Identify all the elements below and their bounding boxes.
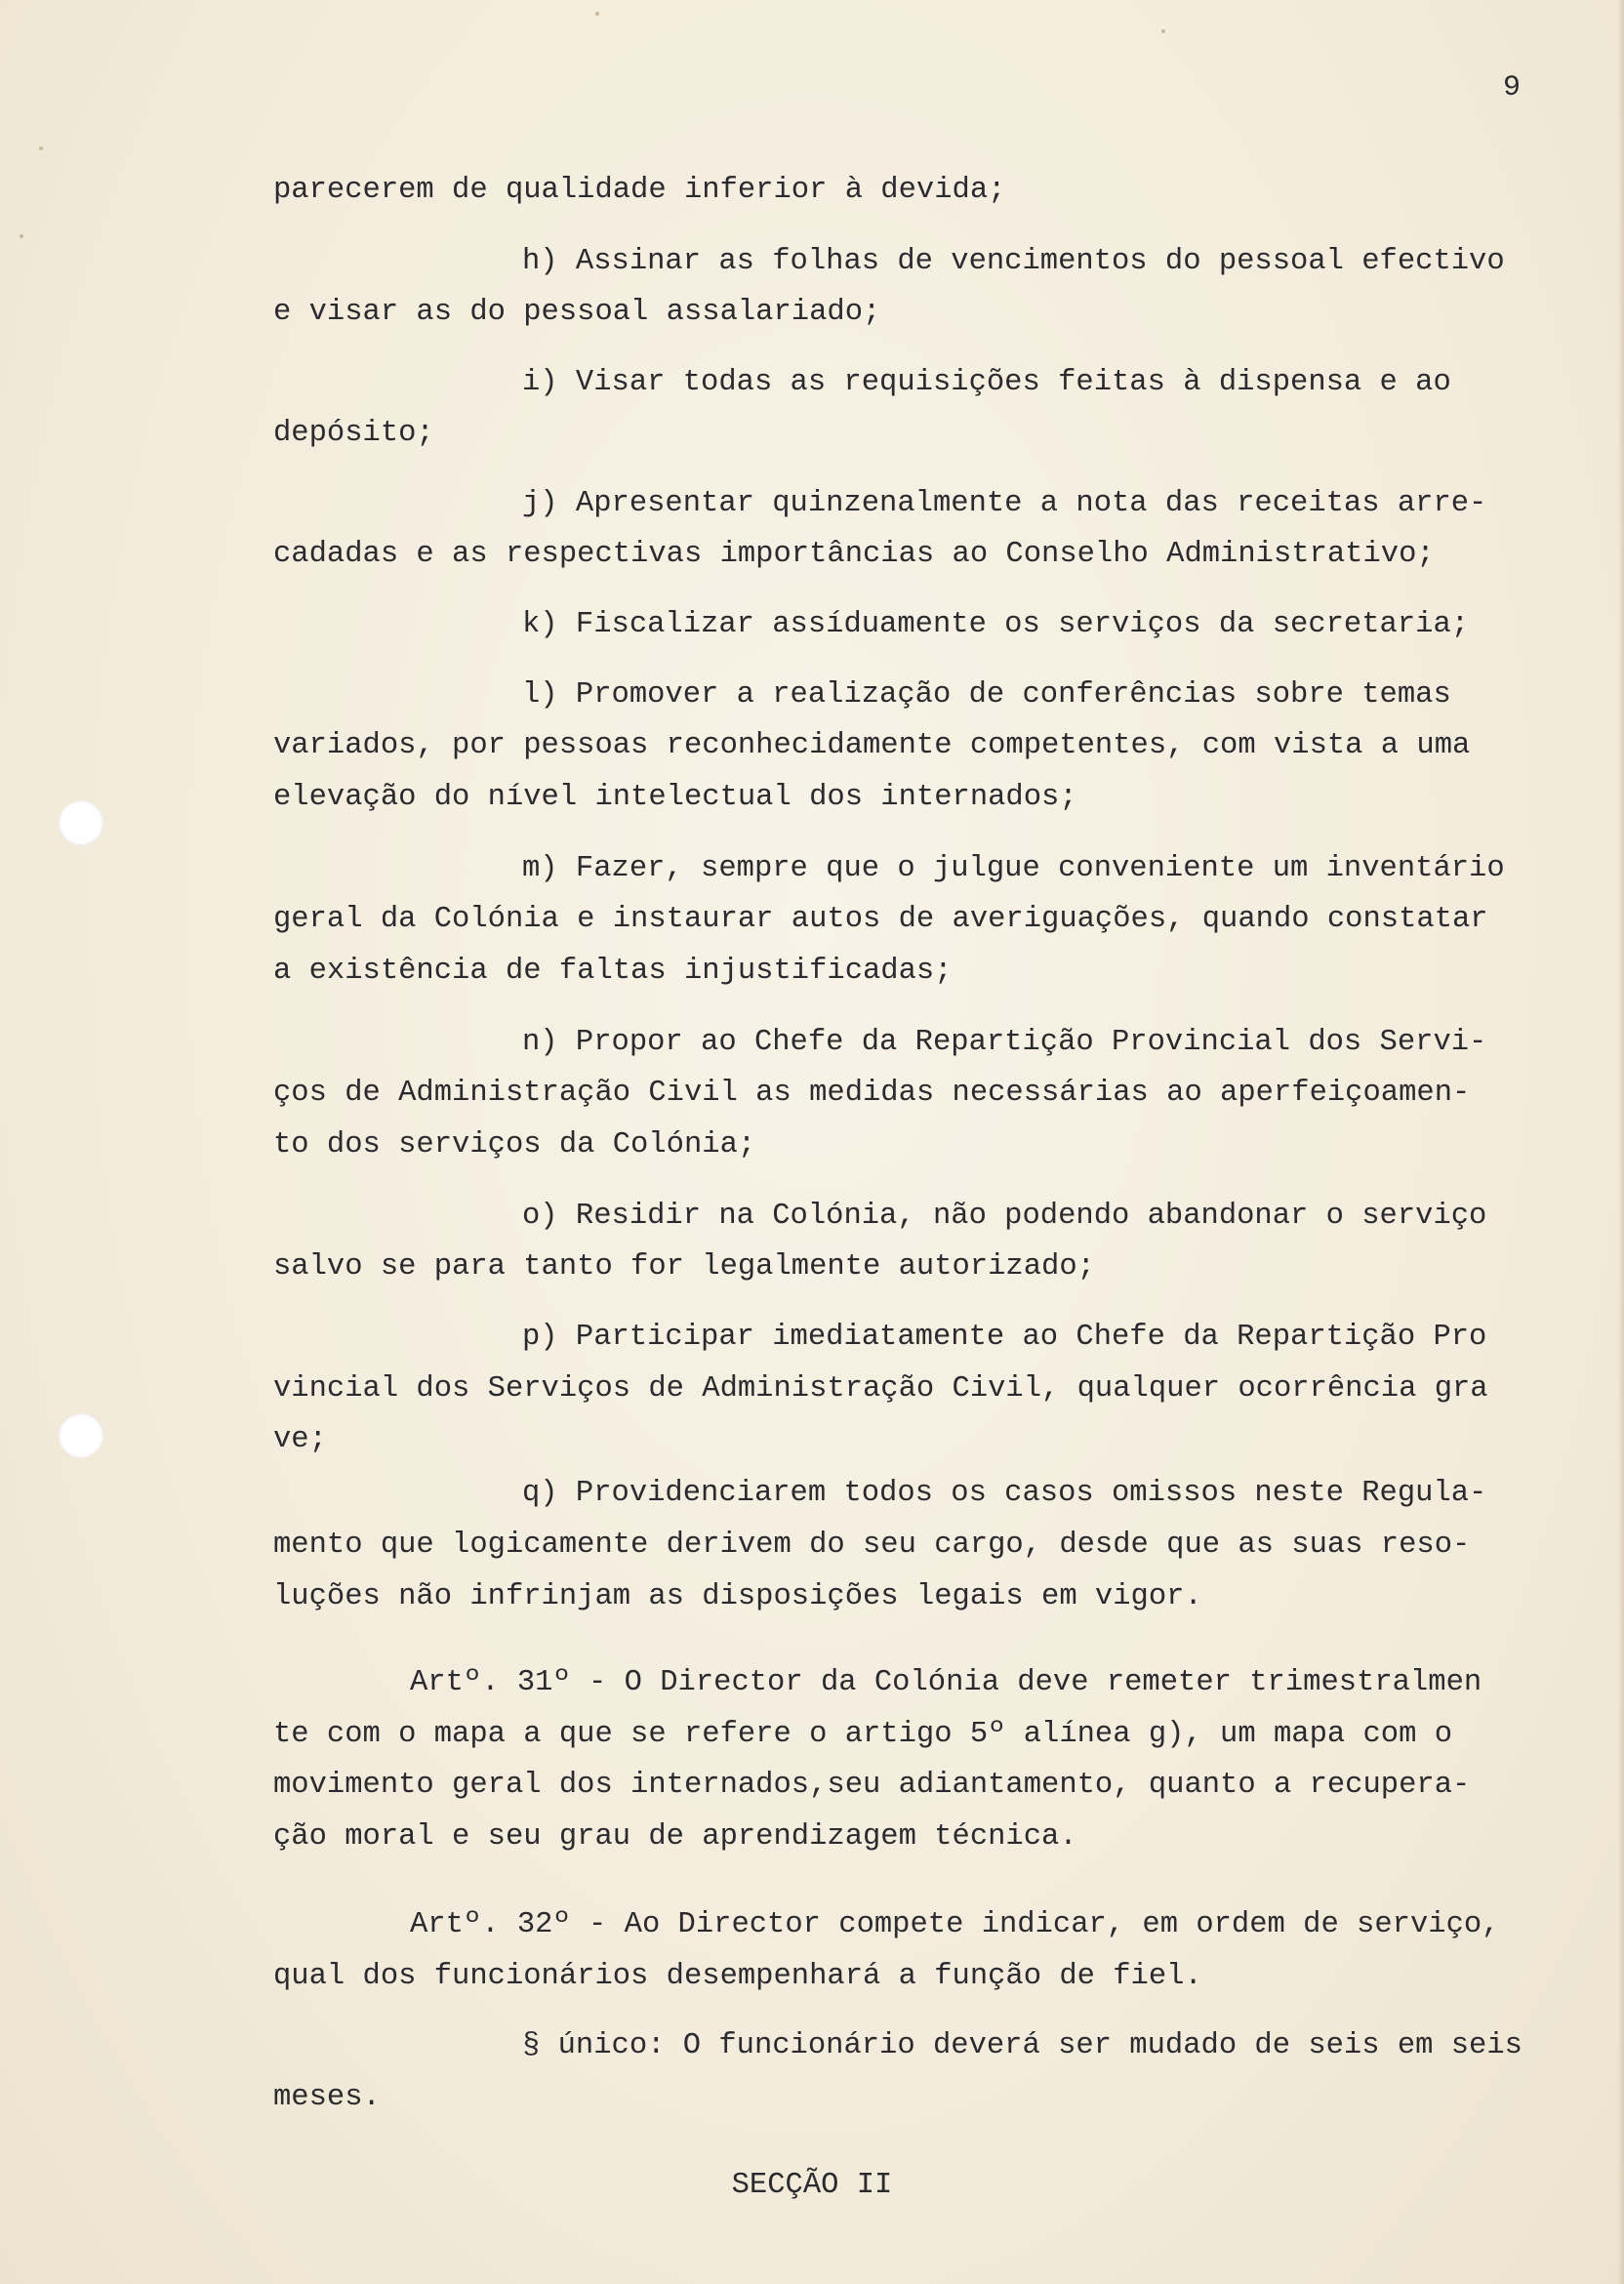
text-line: parecerem de qualidade inferior à devida; (273, 174, 1006, 207)
text-line: § único: O funcionário deverá ser mudado de seis em seis (522, 2029, 1522, 2062)
text-line: Artº. 32º - Ao Director compete indicar, em ordem de serviço, (410, 1908, 1500, 1941)
text-line: n) Propor ao Chefe da Repartição Provincial dos Servi- (522, 1026, 1487, 1059)
text-line: ve; (273, 1423, 327, 1456)
text-line: l) Promover a realização de conferências sobre temas (522, 678, 1451, 712)
text-line: e visar as do pessoal assalariado; (273, 296, 881, 329)
paper-speck (39, 146, 43, 150)
text-line: q) Providenciarem todos os casos omissos neste Regula- (522, 1477, 1487, 1510)
page-edge (1618, 0, 1624, 2284)
paper-speck (1161, 29, 1165, 33)
section-heading: SECÇÃO II (731, 2169, 893, 2202)
text-line: geral da Colónia e instaurar autos de averiguações, quando constatar (273, 903, 1488, 936)
text-line: meses. (273, 2081, 381, 2114)
text-line: h) Assinar as folhas de vencimentos do pessoal efectivo (522, 245, 1505, 278)
text-line: vincial dos Serviços de Administração Civil, qualquer ocorrência gra (273, 1372, 1488, 1406)
text-line: k) Fiscalizar assíduamente os serviços da secretaria; (522, 608, 1470, 641)
punch-hole (59, 1413, 103, 1458)
text-line: o) Residir na Colónia, não podendo abandonar o serviço (522, 1200, 1487, 1233)
text-line: Artº. 31º - O Director da Colónia deve remeter trimestralmen (410, 1666, 1482, 1699)
text-line: cadadas e as respectivas importâncias ao Conselho Administrativo; (273, 538, 1435, 571)
text-line: a existência de faltas injustificadas; (273, 955, 953, 988)
text-line: elevação do nível intelectual dos internados; (273, 781, 1077, 814)
text-line: variados, por pessoas reconhecidamente competentes, com vista a uma (273, 729, 1471, 762)
text-line: ção moral e seu grau de aprendizagem técnica. (273, 1820, 1077, 1854)
paper-speck (595, 12, 599, 16)
text-line: j) Apresentar quinzenalmente a nota das receitas arre- (522, 487, 1487, 520)
text-line: movimento geral dos internados,seu adiantamento, quanto a recupera- (273, 1769, 1471, 1802)
text-line: i) Visar todas as requisições feitas à dispensa e ao (522, 366, 1451, 399)
text-line: mento que logicamente derivem do seu cargo, desde que as suas reso- (273, 1529, 1471, 1562)
paper-speck (20, 234, 23, 238)
text-line: salvo se para tanto for legalmente autorizado; (273, 1250, 1095, 1284)
page-number: 9 (1503, 71, 1522, 104)
text-line: p) Participar imediatamente ao Chefe da Repartição Pro (522, 1321, 1487, 1354)
punch-hole (59, 800, 103, 845)
text-line: qual dos funcionários desempenhará a função de fiel. (273, 1960, 1202, 1993)
text-line: to dos serviços da Colónia; (273, 1128, 756, 1162)
text-line: ços de Administração Civil as medidas necessárias ao aperfeiçoamen- (273, 1077, 1471, 1110)
text-line: luções não infrinjam as disposições legais em vigor. (273, 1580, 1202, 1613)
text-line: depósito; (273, 417, 434, 450)
text-line: te com o mapa a que se refere o artigo 5º alínea g), um mapa com o (273, 1718, 1452, 1751)
text-line: m) Fazer, sempre que o julgue conveniente um inventário (522, 852, 1505, 885)
